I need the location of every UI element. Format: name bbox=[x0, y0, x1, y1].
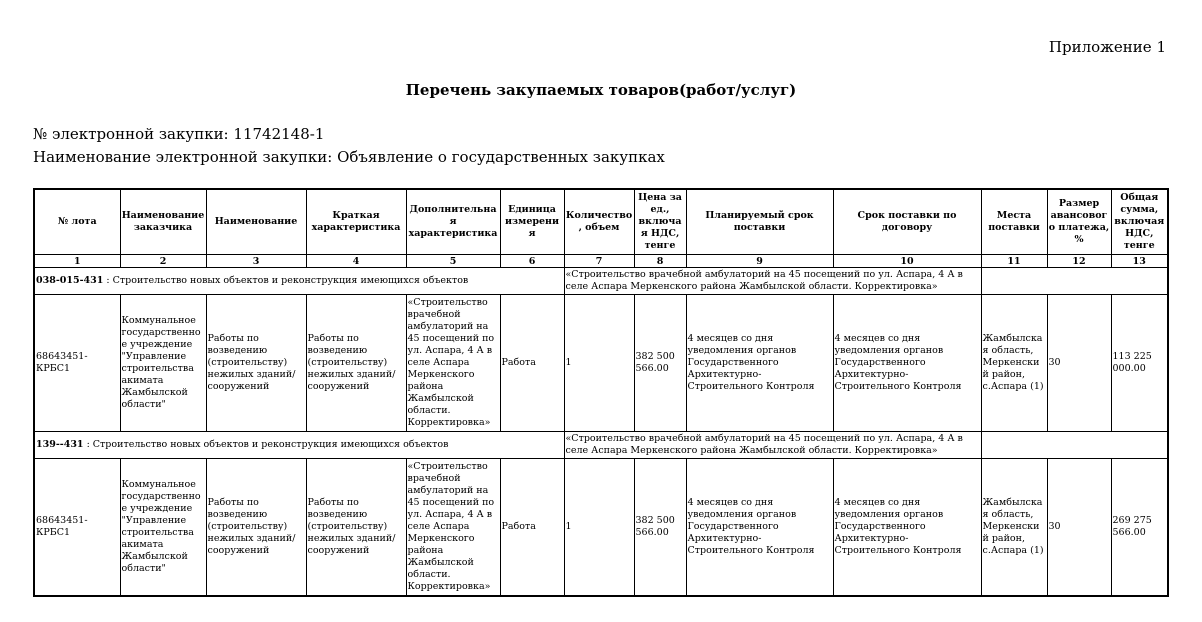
col-header: Наименование bbox=[206, 189, 306, 255]
lot-group-row bbox=[34, 268, 1168, 295]
col-number: 7 bbox=[564, 255, 634, 268]
item-name: Работы по возведению (строительству) нежилых зданий/сооружений bbox=[206, 295, 306, 432]
total-amount: 269 275 566.00 bbox=[1111, 459, 1168, 597]
col-number: 9 bbox=[686, 255, 833, 268]
lot-group-label bbox=[34, 268, 564, 295]
planned-term: 4 месяцев со дня уведомления органов Государственного Архитектурно-Строительного Контроля bbox=[686, 459, 833, 597]
col-header: Количество, объем bbox=[564, 189, 634, 255]
extra-description: «Строительство врачебной амбулаторий на 45 посещений по ул. Аспара, 4 А в селе Аспара Меркенского района Жамбылской области. Корректировка» bbox=[406, 459, 500, 597]
col-header: Размер авансового платежа, % bbox=[1047, 189, 1111, 255]
col-number: 3 bbox=[206, 255, 306, 268]
col-number: 12 bbox=[1047, 255, 1111, 268]
quantity: 1 bbox=[564, 459, 634, 597]
table-row bbox=[34, 459, 1168, 597]
procurement-number-value: 11742148-1 bbox=[233, 125, 325, 143]
col-header: Наименование заказчика bbox=[120, 189, 206, 255]
lot-group-project: «Строительство врачебной амбулаторий на 45 посещений по ул. Аспара, 4 А в селе Аспара Меркенского района Жамбылской области. Корректировка» bbox=[564, 268, 981, 295]
procurement-number bbox=[33, 125, 324, 143]
lots-table bbox=[33, 188, 1169, 597]
col-number: 11 bbox=[981, 255, 1047, 268]
lot-number: 68643451-КРБС1 bbox=[34, 295, 120, 432]
customer-name: Коммунальное государственное учреждение "Управление строительства акимата Жамбылской области" bbox=[120, 459, 206, 597]
short-description: Работы по возведению (строительству) нежилых зданий/сооружений bbox=[306, 295, 406, 432]
lot-group-code: 038-015-431 bbox=[36, 275, 104, 286]
column-number-row bbox=[34, 255, 1168, 268]
document-title: Перечень закупаемых товаров(работ/услуг) bbox=[405, 81, 797, 99]
customer-name: Коммунальное государственное учреждение "Управление строительства акимата Жамбылской области" bbox=[120, 295, 206, 432]
procurement-number-label: № электронной закупки: bbox=[33, 125, 229, 143]
col-header: № лота bbox=[34, 189, 120, 255]
lot-group-row bbox=[34, 432, 1168, 459]
col-header: Срок поставки по договору bbox=[833, 189, 981, 255]
col-number: 4 bbox=[306, 255, 406, 268]
col-header: Цена за ед., включая НДС, тенге bbox=[634, 189, 686, 255]
short-description: Работы по возведению (строительству) нежилых зданий/сооружений bbox=[306, 459, 406, 597]
total-amount: 113 225 000.00 bbox=[1111, 295, 1168, 432]
unit: Работа bbox=[500, 295, 564, 432]
delivery-place: Жамбылская область, Меркенский район, с.Аспара (1) bbox=[981, 295, 1047, 432]
col-header: Краткая характеристика bbox=[306, 189, 406, 255]
quantity: 1 bbox=[564, 295, 634, 432]
col-header: Единица измерения bbox=[500, 189, 564, 255]
advance-payment: 30 bbox=[1047, 459, 1111, 597]
table-row bbox=[34, 295, 1168, 432]
unit: Работа bbox=[500, 459, 564, 597]
procurement-name-label: Наименование электронной закупки: bbox=[33, 148, 333, 166]
planned-term: 4 месяцев со дня уведомления органов Государственного Архитектурно-Строительного Контроля bbox=[686, 295, 833, 432]
unit-price: 382 500 566.00 bbox=[634, 459, 686, 597]
lot-group-text: : Строительство новых объектов и реконструкция имеющихся объектов bbox=[103, 275, 469, 286]
col-number: 6 bbox=[500, 255, 564, 268]
col-number: 10 bbox=[833, 255, 981, 268]
col-number: 2 bbox=[120, 255, 206, 268]
lot-group-label bbox=[34, 432, 564, 459]
col-header: Дополнительная характеристика bbox=[406, 189, 500, 255]
procurement-name bbox=[33, 148, 665, 166]
contract-term: 4 месяцев со дня уведомления органов Государственного Архитектурно-Строительного Контроля bbox=[833, 295, 981, 432]
unit-price: 382 500 566.00 bbox=[634, 295, 686, 432]
col-header: Планируемый срок поставки bbox=[686, 189, 833, 255]
advance-payment: 30 bbox=[1047, 295, 1111, 432]
lot-group-text: : Строительство новых объектов и реконструкция имеющихся объектов bbox=[83, 439, 449, 450]
col-number: 13 bbox=[1111, 255, 1168, 268]
appendix-label: Приложение 1 bbox=[1048, 38, 1166, 56]
procurement-name-value: Объявление о государственных закупках bbox=[337, 148, 665, 166]
lot-group-empty bbox=[981, 432, 1168, 459]
lot-group-empty bbox=[981, 268, 1168, 295]
col-header: Места поставки bbox=[981, 189, 1047, 255]
col-header: Общая сумма, включая НДС, тенге bbox=[1111, 189, 1168, 255]
table-header-row bbox=[34, 189, 1168, 255]
lot-number: 68643451-КРБС1 bbox=[34, 459, 120, 597]
lot-group-code: 139--431 bbox=[36, 439, 84, 450]
lot-group-project: «Строительство врачебной амбулаторий на 45 посещений по ул. Аспара, 4 А в селе Аспара Меркенского района Жамбылской области. Корректировка» bbox=[564, 432, 981, 459]
col-number: 5 bbox=[406, 255, 500, 268]
col-number: 8 bbox=[634, 255, 686, 268]
extra-description: «Строительство врачебной амбулаторий на 45 посещений по ул. Аспара, 4 А в селе Аспара Меркенского района Жамбылской области. Корректировка» bbox=[406, 295, 500, 432]
contract-term: 4 месяцев со дня уведомления органов Государственного Архитектурно-Строительного Контроля bbox=[833, 459, 981, 597]
col-number: 1 bbox=[34, 255, 120, 268]
delivery-place: Жамбылская область, Меркенский район, с.Аспара (1) bbox=[981, 459, 1047, 597]
item-name: Работы по возведению (строительству) нежилых зданий/сооружений bbox=[206, 459, 306, 597]
